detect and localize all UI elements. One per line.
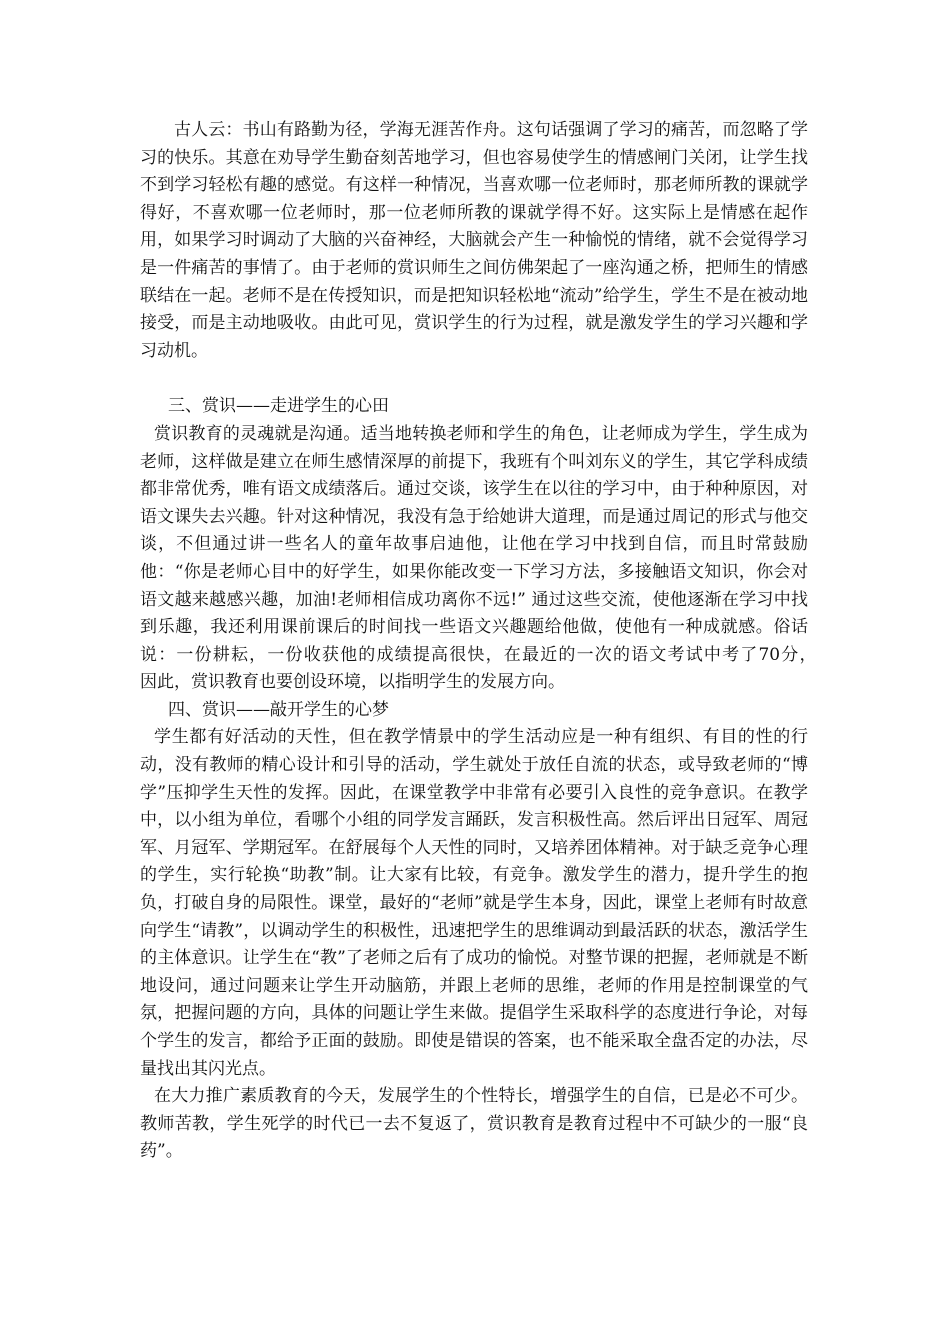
paragraph-section-3: 赏识教育的灵魂就是沟通。适当地转换老师和学生的角色，让老师成为学生，学生成为老师，这样做是建立在师生感情深厚的前提下，我班有个叫刘东义的学生，其它学科成绩都非常优秀，唯有语文成绩落后。通过交谈，该学生在以往的学习中，由于种种原因，对语文课失去兴趣。针对这种情况，我没有急于给她讲大道理，而是通过周记的形式与他交谈，不但通过讲一些名人的童年故事启迪他，让他在学习中找到自信，而且时常鼓励他：“你是老师心目中的好学生，如果你能改变一下学习方法，多接触语文知识，你会对语文越来越感兴趣，加油!老师相信成功离你不远!” 通过这些交流，使他逐渐在学习中找到乐趣，我还利用课前课后的时间找一些语文兴趣题给他做，使他有一种成就感。俗话说：一份耕耘，一份收获他的成绩提高很快，在最近的一次的语文考试中考了70分， 因此，赏识教育也要创设环境，以指明学生的发展方向。	[140, 423, 842, 693]
section-heading-4: 四、赏识——敲开学生的心梦	[168, 699, 389, 720]
paragraph-section-4: 学生都有好活动的天性，但在教学情景中的学生活动应是一种有组织、有目的性的行动，没有教师的精心设计和引导的活动，学生就处于放任自流的状态，或导致老师的“博学”压抑学生天性的发挥。因此，在课堂教学中非常有必要引入良性的竞争意识。在教学中，以小组为单位，看哪个小组的同学发言踊跃，发言积极性高。然后评出日冠军、周冠军、月冠军、学期冠军。在舒展每个人天性的同时，又培养团体精神。对于缺乏竞争心理的学生，实行轮换“助教”制。让大家有比较，有竞争。激发学生的潜力，提升学生的抱负，打破自身的局限性。课堂，最好的“老师”就是学生本身，因此，课堂上老师有时故意向学生“请教”，以调动学生的积极性，迅速把学生的思维调动到最活跃的状态，激活学生的主体意识。让学生在“教”了老师之后有了成功的愉悦。对整节课的把握，老师就是不断地设问，通过问题来让学生开动脑筋，并跟上老师的思维，老师的作用是控制课堂的气氛，把握问题的方向，具体的问题让学生来做。提倡学生采取科学的态度进行争论，对每个学生的发言，都给予正面的鼓励。即使是错误的答案，也不能采取全盘否定的办法，尽量找出其闪光点。	[140, 727, 808, 1079]
paragraph-intro: 古人云：书山有路勤为径，学海无涯苦作舟。这句话强调了学习的痛苦，而忽略了学习的快乐。其意在劝导学生勤奋刻苦地学习，但也容易使学生的情感闸门关闭，让学生找不到学习轻松有趣的感觉。有这样一种情况，当喜欢哪一位老师时，那老师所教的课就学得好，不喜欢哪一位老师时，那一位老师所教的课就学得不好。这实际上是情感在起作用，如果学习时调动了大脑的兴奋神经，大脑就会产生一种愉悦的情绪，就不会觉得学习是一件痛苦的事情了。由于老师的赏识师生之间仿佛架起了一座沟通之桥，把师生的情感联结在一起。老师不是在传授知识，而是把知识轻松地“流动”给学生，学生不是在被动地接受，而是主动地吸收。由此可见，赏识学生的行为过程，就是激发学生的学习兴趣和学习动机。	[140, 120, 808, 361]
paragraph-conclusion: 在大力推广素质教育的今天，发展学生的个性特长，增强学生的自信，已是必不可少。教师苦教，学生死学的时代已一去不复返了，赏识教育是教育过程中不可缺少的一服“良药”。	[140, 1086, 808, 1162]
document-page	[140, 117, 842, 1166]
section-heading-3: 三、赏识——走进学生的心田	[168, 396, 389, 417]
paragraph-spacer	[140, 365, 808, 393]
